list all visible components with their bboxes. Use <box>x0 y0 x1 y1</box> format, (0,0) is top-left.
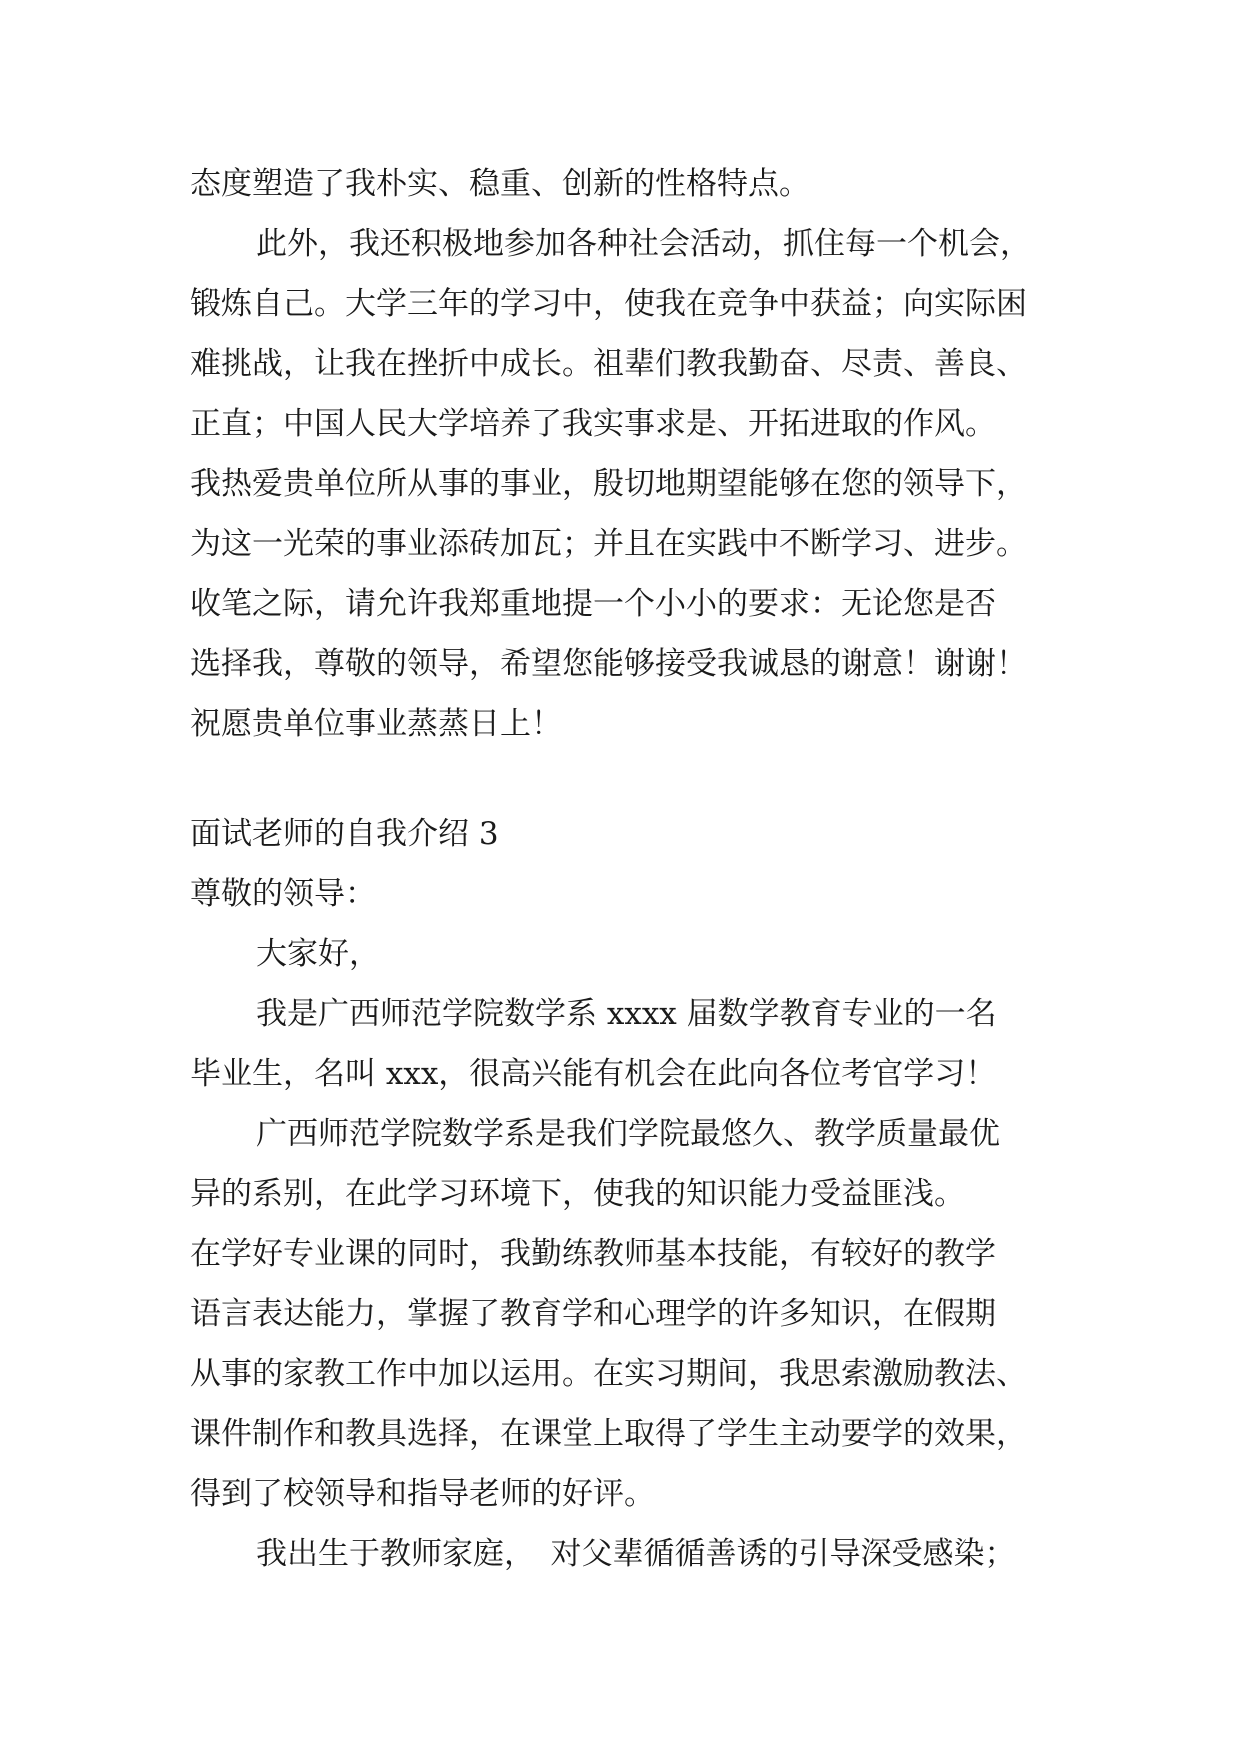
paragraph-line: 我热爱贵单位所从事的事业，殷切地期望能够在您的领导下， <box>190 466 1027 502</box>
paragraph-line: 课件制作和教具选择，在课堂上取得了学生主动要学的效果， <box>190 1416 1027 1452</box>
paragraph-line: 我出生于教师家庭， 对父辈循循善诱的引导深受感染； <box>256 1536 1016 1572</box>
paragraph-line: 在学好专业课的同时，我勤练教师基本技能，有较好的教学 <box>190 1236 996 1272</box>
paragraph-line: 异的系别，在此学习环境下，使我的知识能力受益匪浅。 <box>190 1176 965 1212</box>
paragraph-line: 语言表达能力，掌握了教育学和心理学的许多知识，在假期 <box>190 1296 996 1332</box>
paragraph-line: 难挑战，让我在挫折中成长。祖辈们教我勤奋、尽责、善良、 <box>190 346 1027 382</box>
paragraph-line: 正直；中国人民大学培养了我实事求是、开拓进取的作风。 <box>190 406 996 442</box>
paragraph-line: 选择我，尊敬的领导，希望您能够接受我诚恳的谢意！谢谢！ <box>190 646 1027 682</box>
paragraph-line: 态度塑造了我朴实、稳重、创新的性格特点。 <box>190 166 810 202</box>
paragraph-line: 毕业生，名叫 xxx，很高兴能有机会在此向各位考官学习！ <box>190 1056 997 1092</box>
paragraph-line: 得到了校领导和指导老师的好评。 <box>190 1476 655 1512</box>
paragraph-line: 为这一光荣的事业添砖加瓦；并且在实践中不断学习、进步。 <box>190 526 1027 562</box>
salutation: 尊敬的领导： <box>190 876 376 912</box>
paragraph-line: 从事的家教工作中加以运用。在实习期间，我思索激励教法、 <box>190 1356 1027 1392</box>
paragraph-line: 广西师范学院数学系是我们学院最悠久、教学质量最优 <box>256 1116 1000 1152</box>
greeting: 大家好， <box>256 936 380 972</box>
paragraph-line: 祝愿贵单位事业蒸蒸日上！ <box>190 706 562 742</box>
paragraph-line: 我是广西师范学院数学系 xxxx 届数学教育专业的一名 <box>256 996 997 1032</box>
section-heading: 面试老师的自我介绍 3 <box>190 816 499 852</box>
paragraph-line: 收笔之际，请允许我郑重地提一个小小的要求：无论您是否 <box>190 586 996 622</box>
paragraph-line: 锻炼自己。大学三年的学习中，使我在竞争中获益；向实际困 <box>190 286 1027 322</box>
paragraph-line: 此外，我还积极地参加各种社会活动，抓住每一个机会， <box>256 226 1031 262</box>
